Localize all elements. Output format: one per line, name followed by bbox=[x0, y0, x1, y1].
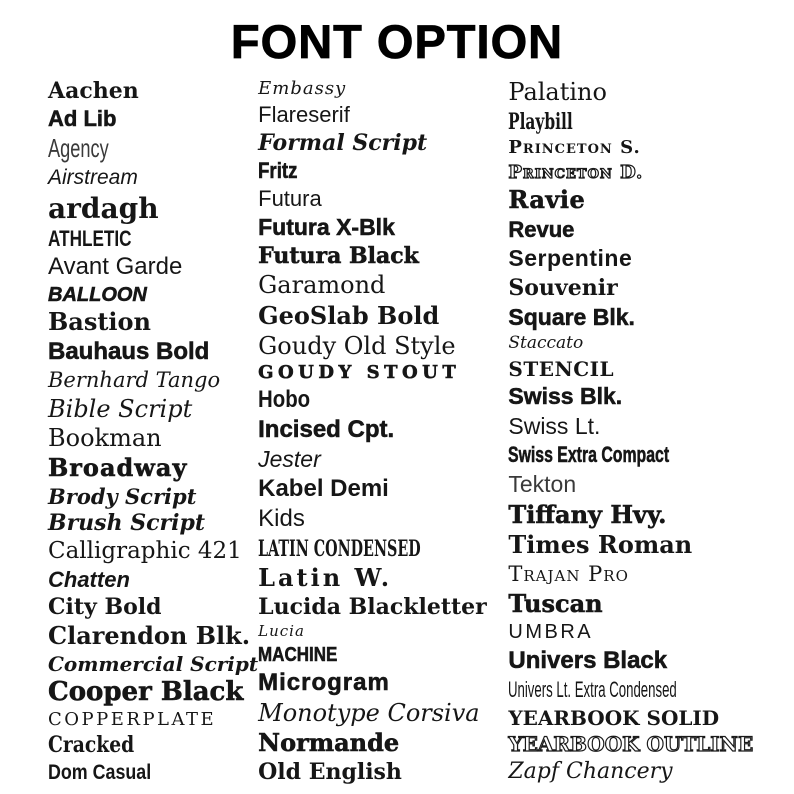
font-sample: Dom Casual bbox=[48, 761, 152, 785]
font-sample: Staccato bbox=[508, 333, 584, 354]
font-sample: Old English bbox=[258, 759, 402, 786]
font-sample: Souvenir bbox=[508, 275, 618, 302]
font-sample: Microgram bbox=[258, 668, 390, 696]
font-sample: Bookman bbox=[48, 424, 162, 453]
font-sample: Avant Garde bbox=[48, 253, 183, 281]
font-sample: Brush Script bbox=[48, 510, 205, 537]
font-sample: Univers Black bbox=[508, 646, 668, 674]
font-sample: Palatino bbox=[508, 78, 607, 106]
font-sample: Futura Black bbox=[258, 243, 419, 270]
font-sample: Embassy bbox=[258, 78, 347, 99]
font-sample: Aachen bbox=[48, 78, 139, 104]
font-sample: Swiss Blk. bbox=[508, 383, 623, 410]
font-sample: Univers Lt. Extra Condensed bbox=[508, 677, 678, 703]
font-sample: Cracked bbox=[48, 732, 135, 759]
font-sample: Monotype Corsiva bbox=[258, 698, 480, 727]
font-sample: Flareserif bbox=[258, 101, 350, 127]
font-sample: Times Roman bbox=[508, 530, 693, 560]
font-sample: Formal Script bbox=[258, 130, 428, 156]
font-sample: Playbill bbox=[508, 108, 574, 135]
font-sample: Clarendon Blk. bbox=[48, 620, 251, 650]
font-columns-grid bbox=[48, 80, 786, 784]
font-sample: LATIN CONDENSED bbox=[258, 535, 421, 562]
font-sample: GeoSlab Bold bbox=[258, 300, 440, 330]
font-sample: Kids bbox=[258, 505, 305, 533]
font-sample: Goudy Old Style bbox=[258, 331, 456, 360]
font-sample: Tuscan bbox=[508, 588, 603, 618]
font-sample: YEARBOOK OUTLINE bbox=[508, 732, 754, 757]
font-sample: Futura bbox=[258, 186, 322, 212]
font-sample: Airstream bbox=[48, 166, 138, 190]
font-sample: Ad Lib bbox=[48, 105, 117, 131]
font-sample: Normande bbox=[258, 727, 400, 757]
font-sample: Trajan Pro bbox=[508, 561, 629, 586]
font-sample: Cooper Black bbox=[48, 677, 244, 708]
font-sample: Commercial Script bbox=[48, 651, 259, 676]
font-sample: Zapf Chancery bbox=[508, 759, 673, 784]
font-sample: City Bold bbox=[48, 594, 162, 621]
page-title: FONT OPTION bbox=[230, 15, 564, 68]
font-sample: BALLOON bbox=[48, 283, 147, 306]
font-column bbox=[48, 80, 258, 784]
font-sample: Chatten bbox=[48, 566, 130, 592]
font-sample: Bauhaus Bold bbox=[48, 338, 210, 366]
font-sample: Lucida Blackletter bbox=[258, 593, 487, 620]
font-sample: MACHINE bbox=[258, 643, 338, 666]
font-sample: Jester bbox=[258, 446, 321, 473]
font-sample: Bernhard Tango bbox=[48, 367, 221, 392]
font-sample: ATHLETIC bbox=[48, 225, 132, 251]
font-sample: ardagh bbox=[48, 191, 159, 225]
font-sample: STENCIL bbox=[508, 356, 615, 381]
font-sample: Incised Cpt. bbox=[258, 415, 395, 443]
font-column bbox=[508, 80, 789, 784]
font-sample: GOUDY STOUT bbox=[258, 361, 461, 383]
font-sample: YEARBOOK SOLID bbox=[508, 705, 720, 730]
font-sample: Latin W. bbox=[258, 562, 393, 592]
font-sample: Fritz bbox=[258, 158, 298, 184]
font-sample: Agency bbox=[48, 133, 109, 164]
font-sample: Hobo bbox=[258, 385, 311, 413]
font-sample: Tekton bbox=[508, 471, 577, 497]
font-sample: Lucia bbox=[258, 621, 305, 640]
font-sample: Futura X-Blk bbox=[258, 214, 395, 241]
font-sample: Broadway bbox=[48, 452, 188, 482]
font-sample: Bible Script bbox=[48, 394, 193, 423]
font-sample: Swiss Extra Compact bbox=[508, 442, 670, 468]
font-sample: Garamond bbox=[258, 271, 386, 300]
font-sample: Square Blk. bbox=[508, 303, 635, 330]
font-sample: Kabel Demi bbox=[258, 475, 389, 503]
font-sample: Swiss Lt. bbox=[508, 412, 601, 439]
font-sample: Tiffany Hvy. bbox=[508, 499, 667, 529]
font-sample: Revue bbox=[508, 216, 575, 242]
font-sample: Princeton S. bbox=[508, 137, 641, 159]
font-sample: Brody Script bbox=[48, 483, 197, 509]
font-sample: Serpentine bbox=[508, 245, 633, 272]
font-sample: Ravie bbox=[508, 185, 586, 215]
font-sample: COPPERPLATE bbox=[48, 708, 217, 730]
font-column bbox=[258, 80, 508, 784]
font-sample: Princeton D. bbox=[508, 161, 644, 183]
font-sample: UMBRA bbox=[508, 621, 594, 644]
font-sample: Calligraphic 421 bbox=[48, 537, 242, 564]
font-sample: Bastion bbox=[48, 307, 152, 337]
